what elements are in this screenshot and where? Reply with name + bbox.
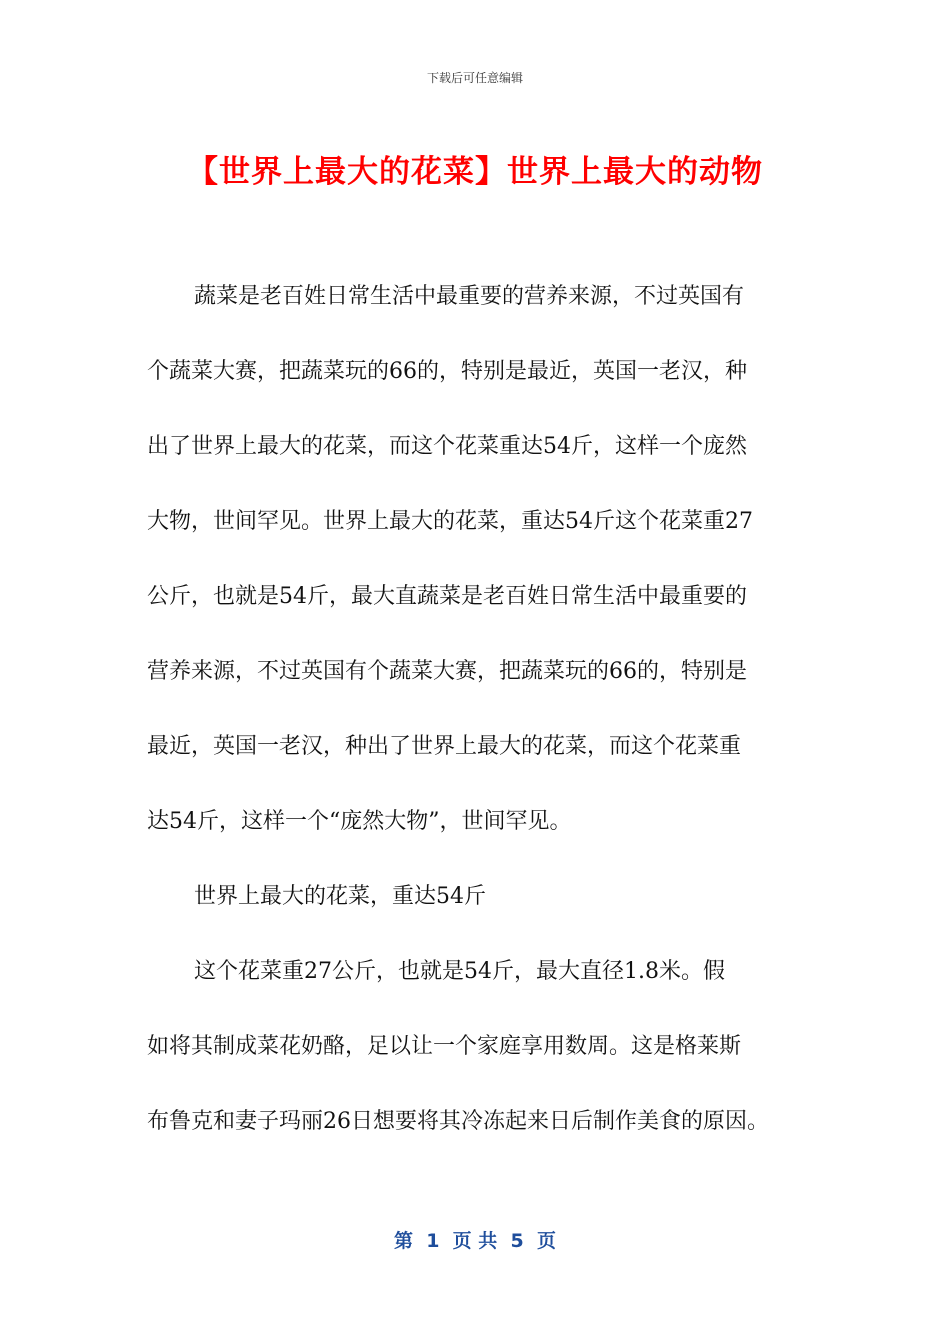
paragraph-line: 最近，英国一老汉，种出了世界上最大的花菜，而这个花菜重 — [147, 734, 742, 759]
paragraph-line: 个蔬菜大赛，把蔬菜玩的66的，特别是最近，英国一老汉，种 — [147, 359, 747, 384]
subheading-line: 世界上最大的花菜，重达54斤 — [194, 884, 486, 909]
paragraph-line: 营养来源，不过英国有个蔬菜大赛，把蔬菜玩的66的，特别是 — [147, 659, 747, 684]
paragraph-line: 蔬菜是老百姓日常生活中最重要的营养来源，不过英国有 — [194, 284, 745, 309]
page-number-footer: 第 1 页 共 5 页 — [394, 1230, 556, 1252]
header-note: 下载后可任意编辑 — [426, 71, 523, 85]
paragraph-line: 达54斤，这样一个“庞然大物”，世间罕见。 — [147, 809, 572, 834]
paragraph-line: 布鲁克和妻子玛丽26日想要将其冷冻起来日后制作美食的原因。 — [147, 1109, 769, 1134]
paragraph-line: 大物，世间罕见。世界上最大的花菜，重达54斤这个花菜重27 — [147, 509, 753, 534]
document-body — [147, 259, 769, 1159]
paragraph-line: 这个花菜重27公斤，也就是54斤，最大直径1.8米。假 — [194, 959, 725, 984]
paragraph-line: 如将其制成菜花奶酪，足以让一个家庭享用数周。这是格莱斯 — [147, 1034, 742, 1059]
document-title: 【世界上最大的花菜】世界上最大的动物 — [187, 154, 763, 190]
paragraph-line: 公斤，也就是54斤，最大直蔬菜是老百姓日常生活中最重要的 — [147, 584, 747, 609]
paragraph-line: 出了世界上最大的花菜，而这个花菜重达54斤，这样一个庞然 — [147, 434, 747, 459]
